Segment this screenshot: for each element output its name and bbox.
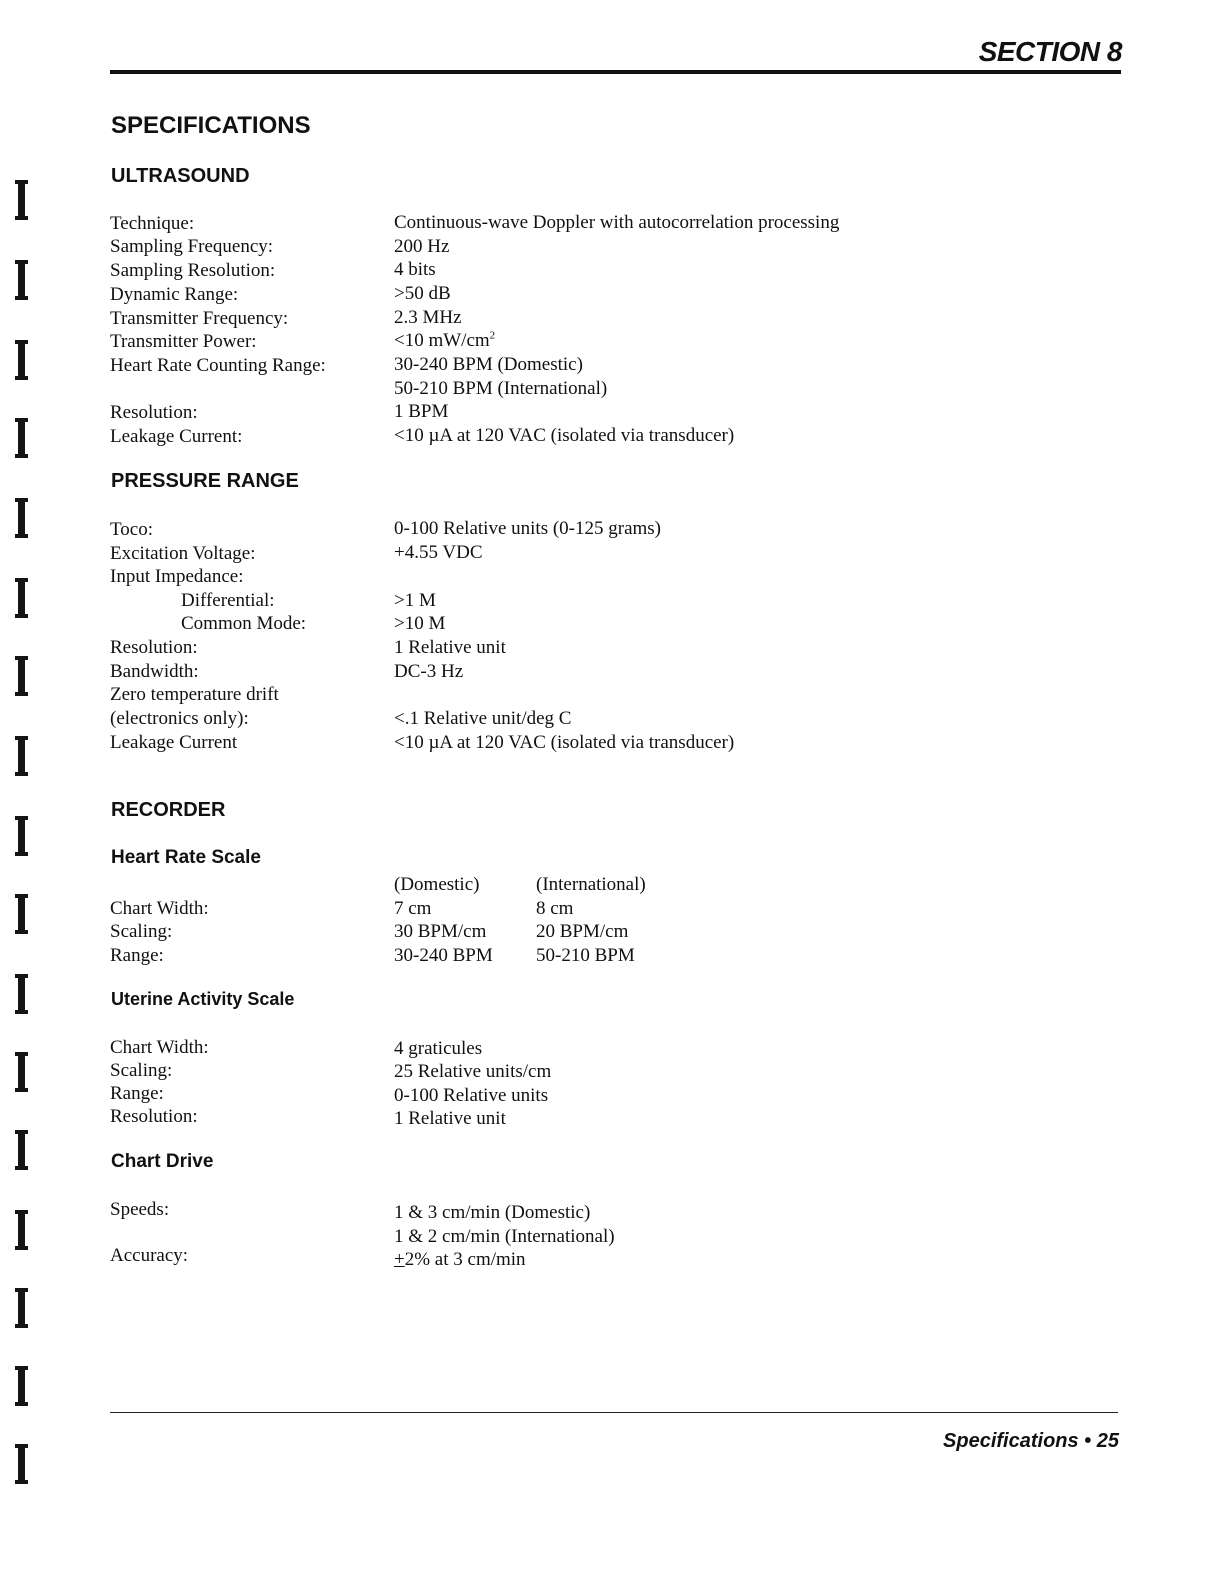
uterine-activity-heading: Uterine Activity Scale — [111, 989, 295, 1009]
sampling-resolution-label: Sampling Resolution: — [110, 260, 276, 281]
speeds-domestic: 1 & 3 cm/min (Domestic) — [394, 1202, 591, 1223]
pressure-resolution-label: Resolution: — [110, 637, 198, 658]
ua-scaling-label: Scaling: — [110, 1060, 173, 1081]
header-rule — [110, 70, 1121, 74]
accuracy-text: 2% at 3 cm/min — [404, 1249, 526, 1270]
hr-range-international: 50-210 BPM — [536, 945, 635, 966]
transmitter-power-superscript: 2 — [489, 329, 496, 342]
binding-hole — [18, 1288, 25, 1328]
accuracy-label: Accuracy: — [110, 1245, 189, 1266]
technique-label: Technique: — [110, 213, 195, 234]
pressure-heading: PRESSURE RANGE — [111, 470, 299, 492]
hr-scaling-domestic: 30 BPM/cm — [394, 921, 487, 942]
ultrasound-resolution-value: 1 BPM — [394, 401, 449, 422]
dynamic-range-value: >50 dB — [394, 283, 451, 304]
transmitter-frequency-label: Transmitter Frequency: — [110, 308, 289, 329]
common-mode-label: Common Mode: — [181, 613, 307, 634]
transmitter-frequency-value: 2.3 MHz — [394, 307, 462, 328]
section-title: SECTION 8 — [978, 36, 1122, 67]
hr-range-label: Range: — [110, 945, 164, 966]
ua-chart-width-value: 4 graticules — [394, 1038, 483, 1059]
ultrasound-leakage-label: Leakage Current: — [110, 426, 243, 447]
hr-range-domestic: 30-240 BPM — [394, 945, 493, 966]
hr-chart-width-domestic: 7 cm — [394, 898, 432, 919]
binding-hole — [18, 816, 25, 856]
chart-drive-heading: Chart Drive — [111, 1151, 214, 1172]
domestic-column-header: (Domestic) — [394, 874, 480, 895]
hr-chart-width-international: 8 cm — [536, 898, 574, 919]
ua-resolution-label: Resolution: — [110, 1106, 198, 1127]
binding-hole — [18, 418, 25, 458]
binding-hole — [18, 1052, 25, 1092]
binding-hole — [18, 180, 25, 220]
ultrasound-resolution-label: Resolution: — [110, 402, 198, 423]
dynamic-range-label: Dynamic Range: — [110, 284, 239, 305]
toco-value: 0-100 Relative units (0-125 grams) — [394, 518, 662, 539]
sampling-frequency-value: 200 Hz — [394, 236, 450, 257]
recorder-heading: RECORDER — [111, 799, 226, 821]
transmitter-power-label: Transmitter Power: — [110, 331, 257, 352]
ua-range-label: Range: — [110, 1083, 164, 1104]
binding-hole — [18, 260, 25, 300]
toco-label: Toco: — [110, 519, 153, 540]
heart-rate-scale-heading: Heart Rate Scale — [111, 847, 261, 868]
footer-rule — [110, 1412, 1118, 1413]
hr-scaling-international: 20 BPM/cm — [536, 921, 629, 942]
drift-value: <.1 Relative unit/deg C — [394, 708, 572, 729]
drift-label-line1: Zero temperature drift — [110, 684, 279, 705]
binding-hole — [18, 894, 25, 934]
bandwidth-label: Bandwidth: — [110, 661, 199, 682]
technique-value: Continuous-wave Doppler with autocorrelation processing — [394, 212, 840, 233]
excitation-voltage-label: Excitation Voltage: — [110, 543, 256, 564]
page-title: SPECIFICATIONS — [111, 112, 311, 139]
bandwidth-value: DC-3 Hz — [394, 661, 464, 682]
speeds-international: 1 & 2 cm/min (International) — [394, 1226, 615, 1247]
sampling-frequency-label: Sampling Frequency: — [110, 236, 274, 257]
binding-hole — [18, 498, 25, 538]
heart-rate-range-international: 50-210 BPM (International) — [394, 378, 608, 399]
differential-value: >1 M — [394, 590, 436, 611]
binding-hole — [18, 1366, 25, 1406]
international-column-header: (International) — [536, 874, 646, 895]
common-mode-value: >10 M — [394, 613, 446, 634]
sampling-resolution-value: 4 bits — [394, 259, 436, 280]
transmitter-power-text: <10 mW/cm — [394, 330, 490, 351]
binding-hole — [18, 578, 25, 618]
pressure-leakage-value: <10 µA at 120 VAC (isolated via transducer) — [394, 732, 735, 753]
binding-hole — [18, 1130, 25, 1170]
binding-hole — [18, 974, 25, 1014]
pressure-resolution-value: 1 Relative unit — [394, 637, 506, 658]
ua-chart-width-label: Chart Width: — [110, 1037, 209, 1058]
ua-scaling-value: 25 Relative units/cm — [394, 1061, 552, 1082]
accuracy-value — [394, 1248, 526, 1271]
ua-range-value: 0-100 Relative units — [394, 1085, 549, 1106]
plus-minus-sign: + — [394, 1249, 405, 1270]
binding-hole — [18, 1210, 25, 1250]
binding-hole — [18, 656, 25, 696]
hr-chart-width-label: Chart Width: — [110, 898, 209, 919]
binding-hole — [18, 736, 25, 776]
differential-label: Differential: — [181, 590, 275, 611]
ua-resolution-value: 1 Relative unit — [394, 1108, 506, 1129]
input-impedance-label: Input Impedance: — [110, 566, 244, 587]
heart-rate-range-label: Heart Rate Counting Range: — [110, 355, 326, 376]
heart-rate-range-domestic: 30-240 BPM (Domestic) — [394, 354, 583, 375]
drift-label-line2: (electronics only): — [110, 708, 249, 729]
speeds-label: Speeds: — [110, 1199, 170, 1220]
page-footer: Specifications • 25 — [943, 1430, 1119, 1452]
pressure-leakage-label: Leakage Current — [110, 732, 238, 753]
binding-hole — [18, 340, 25, 380]
binding-holes — [12, 0, 42, 1584]
hr-scaling-label: Scaling: — [110, 921, 173, 942]
binding-hole — [18, 1444, 25, 1484]
ultrasound-heading: ULTRASOUND — [111, 165, 250, 187]
ultrasound-leakage-value: <10 µA at 120 VAC (isolated via transducer) — [394, 425, 735, 446]
excitation-voltage-value: +4.55 VDC — [394, 542, 483, 563]
transmitter-power-value — [394, 329, 495, 352]
